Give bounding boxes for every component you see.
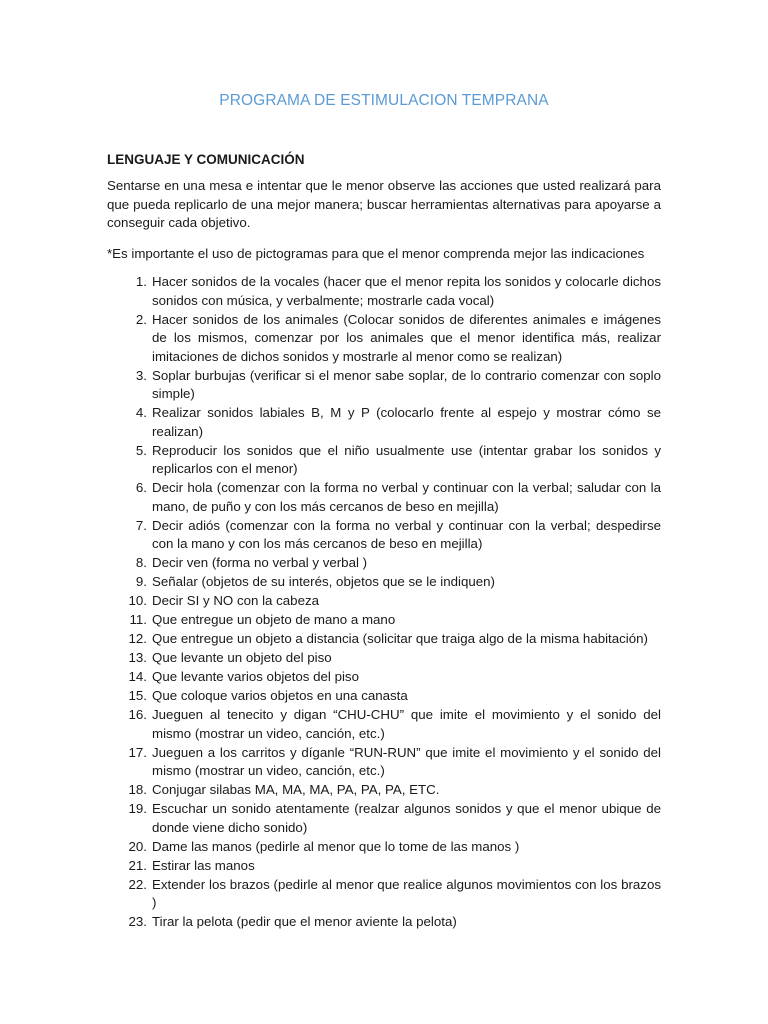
list-item-text: Señalar (objetos de su interés, objetos que se le indiquen) xyxy=(152,574,495,589)
list-item-text: Realizar sonidos labiales B, M y P (colocarlo frente al espejo y mostrar cómo se realizan) xyxy=(152,405,661,439)
list-item-text: Escuchar un sonido atentamente (realzar algunos sonidos y que el menor ubique de donde viene dicho sonido) xyxy=(152,801,661,835)
list-item-text: Que levante un objeto del piso xyxy=(152,650,332,665)
list-item xyxy=(107,630,661,649)
list-item-number: 18. xyxy=(128,782,147,797)
list-item-number: 20. xyxy=(128,838,147,854)
list-item-text: Decir SI y NO con la cabeza xyxy=(152,593,320,608)
list-item-text: Hacer sonidos de los animales (Colocar sonidos de diferentes animales e imágenes de los mismos, comenzar por los animales que el menor identifica más, realizar imitaciones de dichos sonidos y mostrarle al menor como se realizan) xyxy=(152,311,661,364)
list-item-text: Soplar burbujas (verificar si el menor sabe soplar, de lo contrario comenzar con soplo simple) xyxy=(152,367,661,401)
list-item xyxy=(107,517,661,554)
list-item-text: Conjugar silabas MA, MA, MA, PA, PA, PA, ETC. xyxy=(152,782,440,797)
list-item-number: 7. xyxy=(135,517,147,533)
list-item xyxy=(107,744,661,781)
list-item-text: Reproducir los sonidos que el niño usualmente use (intentar grabar los sonidos y replicarlos con el menor) xyxy=(152,442,661,476)
list-item xyxy=(107,913,661,932)
list-item-text: Dame las manos (pedirle al menor que lo tome de las manos ) xyxy=(152,838,520,854)
list-item-number: 17. xyxy=(128,744,147,760)
section-heading: LENGUAJE Y COMUNICACIÓN xyxy=(107,152,305,167)
list-item xyxy=(107,273,661,310)
list-item xyxy=(107,592,661,611)
list-item-number: 19. xyxy=(128,801,147,816)
list-item xyxy=(107,611,661,630)
list-item-text: Decir ven (forma no verbal y verbal ) xyxy=(152,555,368,570)
list-item-number: 21. xyxy=(128,857,147,873)
list-item-number: 8. xyxy=(135,555,147,570)
list-item-text: Tirar la pelota (pedir que el menor avient​e la pelota) xyxy=(152,914,457,929)
activity-list xyxy=(107,273,661,932)
list-item-text: Que coloque varios objetos en una canasta xyxy=(152,688,408,703)
list-item-number: 12. xyxy=(128,631,147,646)
list-item-number: 16. xyxy=(128,707,147,722)
list-item xyxy=(107,857,661,876)
list-item xyxy=(107,668,661,687)
list-item-number: 9. xyxy=(135,574,147,589)
document-title: PROGRAMA DE ESTIMULACION TEMPRANA xyxy=(219,92,549,109)
intro-paragraph: Sentarse en una mesa e intentar que le menor observe las acciones que usted realizará para que pueda replicarlo de una mejor manera; buscar herramientas alternativas para apoyarse a conseguir cada objetivo. xyxy=(107,178,661,230)
list-item-text: Decir hola (comenzar con la forma no verbal y continuar con la verbal; saludar con la mano, de puño y con los más cercanos de beso en mejilla) xyxy=(152,480,661,514)
list-item-text: Hacer sonidos de la vocales (hacer que el menor repita los sonidos y colocarle dichos sonidos con música, y verbalmente; mostrarle cada vocal) xyxy=(152,274,661,308)
list-item-text: Estirar las manos xyxy=(152,857,255,873)
list-item-text: Decir adiós (comenzar con la forma no verbal y continuar con la verbal; despedirse con la mano y con los más cercanos de beso en mejilla) xyxy=(152,517,661,551)
list-item xyxy=(107,649,661,668)
list-item-number: 10. xyxy=(128,593,147,608)
list-item-number: 2. xyxy=(135,311,147,327)
list-item-number: 5. xyxy=(135,442,147,458)
list-item-text: Jueguen a los carritos y díganle “RUN-RUN” que imite el movimiento y el sonido del mismo (mostrar un video, canción, etc.) xyxy=(152,744,661,778)
list-item xyxy=(107,442,661,479)
list-item-text: Jueguen al tenecito y digan “CHU-CHU” que imite el movimiento y el sonido del mismo (mostrar un video, canción, etc.) xyxy=(152,707,661,741)
list-item-text: Que entregue un objeto de mano a mano xyxy=(152,612,396,627)
list-item xyxy=(107,367,661,404)
list-item xyxy=(107,311,661,367)
list-item-text: Que entregue un objeto a distancia (solicitar que traiga algo de la misma habitación) xyxy=(152,631,648,646)
list-item-number: 14. xyxy=(128,669,147,684)
list-item xyxy=(107,573,661,592)
list-item-number: 11. xyxy=(129,612,147,627)
list-item-number: 15. xyxy=(128,688,147,703)
list-item-text: Que levante varios objetos del piso xyxy=(152,669,359,684)
list-item-number: 22. xyxy=(128,876,147,892)
list-item xyxy=(107,838,661,857)
list-item-number: 4. xyxy=(135,405,147,420)
pictogram-note: *Es importante el uso de pictogramas para que el menor comprenda mejor las indicaciones xyxy=(107,245,645,261)
list-item xyxy=(107,781,661,800)
list-item xyxy=(107,479,661,516)
list-item xyxy=(107,554,661,573)
list-item-number: 3. xyxy=(135,367,147,383)
list-item xyxy=(107,706,661,743)
list-item xyxy=(107,876,661,913)
list-item-number: 6. xyxy=(135,480,147,495)
list-item xyxy=(107,800,661,837)
list-item xyxy=(107,687,661,706)
list-item xyxy=(107,404,661,441)
list-item-number: 1. xyxy=(135,274,147,289)
list-item-number: 13. xyxy=(128,650,147,665)
list-item-text: Extender los brazos (pedirle al menor que realice algunos movimientos con los brazos ) xyxy=(152,876,661,910)
list-item-number: 23. xyxy=(128,914,147,929)
